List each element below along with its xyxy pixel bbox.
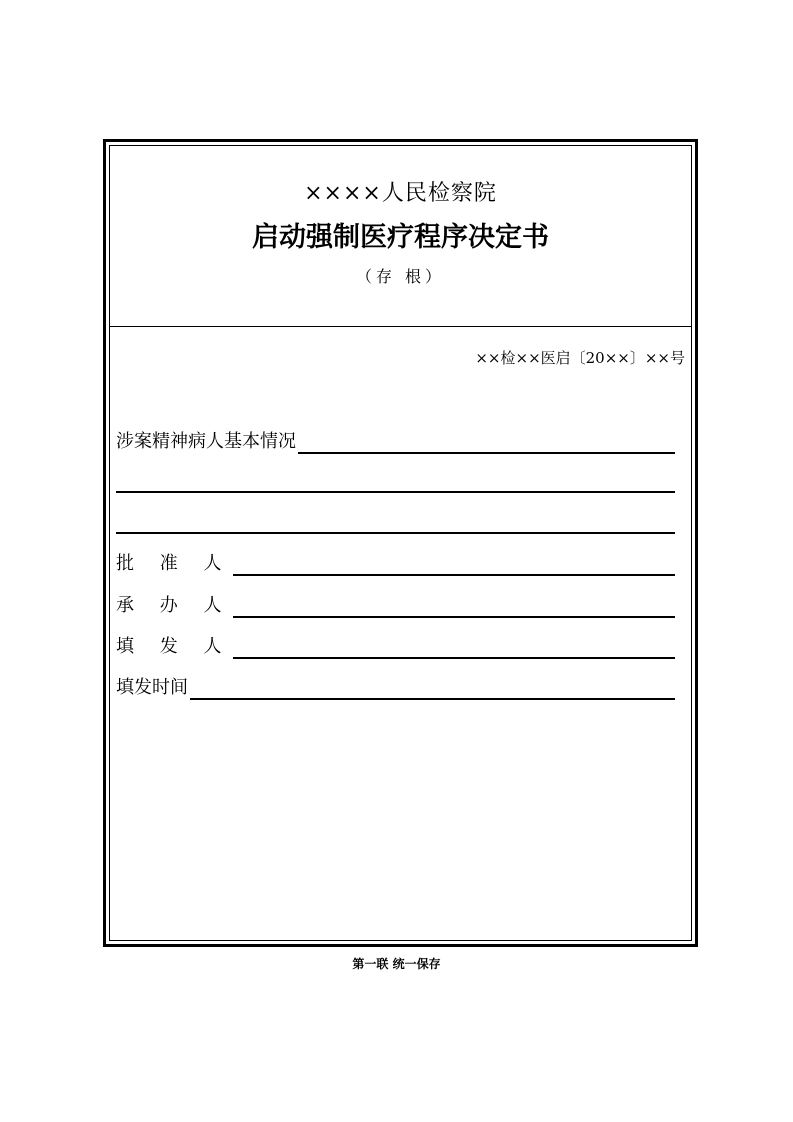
blank-line-1[interactable] (116, 491, 675, 493)
issue-time-label: 填发时间 (116, 677, 188, 698)
issue-time-row (116, 674, 675, 700)
patient-info-row (116, 428, 675, 454)
handler-line[interactable] (233, 594, 675, 618)
document-frame (103, 139, 698, 947)
issue-time-line[interactable] (190, 676, 675, 700)
approver-row (116, 550, 675, 576)
document-number: ××检××医启〔20××〕××号 (475, 349, 685, 367)
issuing-organization: ××××人民检察院 (304, 181, 497, 206)
patient-info-line[interactable] (298, 430, 675, 454)
issuer-line[interactable] (233, 635, 675, 659)
footer-note: 第一联 统一保存 (352, 957, 441, 971)
approver-line[interactable] (233, 552, 675, 576)
approver-label: 批 准 人 (116, 553, 232, 574)
document-subtitle: （存 根） (355, 267, 446, 286)
blank-line-2[interactable] (116, 532, 675, 534)
document-inner-frame (109, 145, 692, 941)
handler-label: 承 办 人 (116, 595, 232, 616)
handler-row (116, 592, 675, 618)
issuer-row (116, 633, 675, 659)
issuer-label: 填 发 人 (116, 636, 232, 657)
document-title: 启动强制医疗程序决定书 (252, 222, 549, 253)
patient-info-label: 涉案精神病人基本情况 (116, 431, 296, 452)
header-divider (110, 326, 691, 327)
